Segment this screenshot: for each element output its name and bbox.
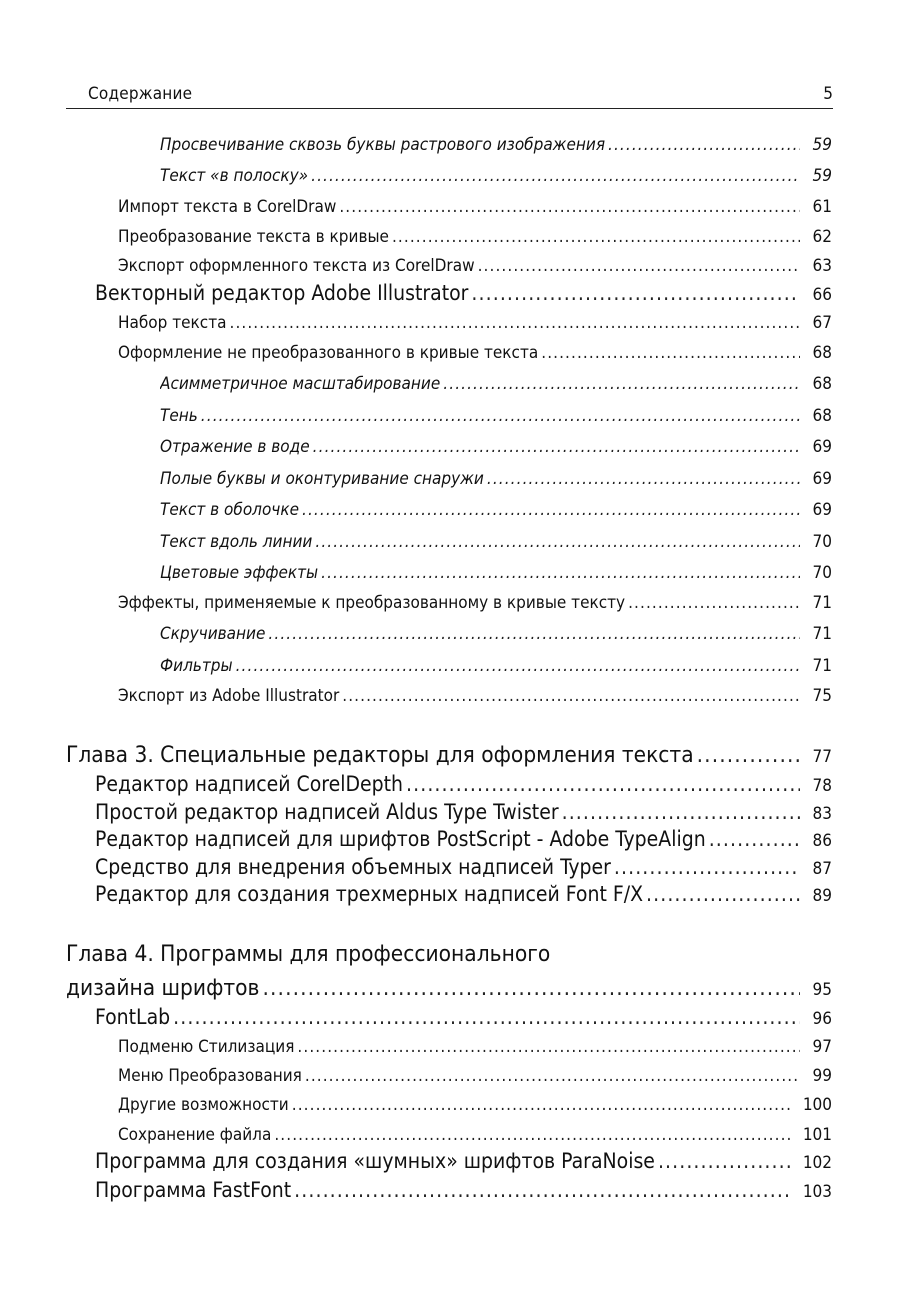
toc-entry-title: Редактор надписей CorelDepth: [95, 772, 404, 796]
toc-entry-page: 89: [812, 886, 832, 906]
dot-leader: [294, 1178, 792, 1202]
toc-entry: [118, 1066, 832, 1086]
toc-entry-title: дизайна шрифтов: [66, 975, 260, 1001]
toc-entry-page: 101: [802, 1125, 832, 1145]
toc-entry: [95, 772, 832, 796]
toc-entry-page: 87: [812, 859, 832, 879]
toc-entry-title: Эффекты, применяемые к преобразованному в кривые тексту: [118, 593, 626, 613]
toc-entry-title: Отражение в воде: [160, 437, 310, 457]
toc-entry: [118, 256, 832, 276]
toc-entry-title: Другие возможности: [118, 1095, 289, 1115]
dot-leader: [608, 135, 800, 155]
toc-entry-title: Текст «в полоску»: [160, 166, 309, 186]
toc-entry-title: Программа FastFont: [95, 1178, 292, 1202]
toc-entry-title: Экспорт из Adobe Illustrator: [118, 686, 340, 706]
toc-entry: [95, 1149, 832, 1173]
toc-entry-title: Набор текста: [118, 313, 227, 333]
toc-entry-title: Подменю Стилизация: [118, 1037, 295, 1057]
toc-entry-page: 78: [812, 776, 832, 796]
toc-entry: [95, 1178, 832, 1202]
toc-entry-title: Простой редактор надписей Aldus Type Twister: [95, 800, 559, 824]
toc-entry-title: Экспорт оформленного текста из CorelDraw: [118, 256, 475, 276]
toc-entry-title: Глава 3. Специальные редакторы для оформления текста: [66, 742, 694, 768]
dot-leader: [302, 500, 800, 520]
toc-entry: [118, 197, 832, 217]
toc-entry: [118, 313, 832, 333]
dot-leader: [315, 532, 800, 552]
dot-leader: [406, 772, 800, 796]
toc-entry: [95, 800, 832, 824]
toc-entry-title: Средство для внедрения объемных надписей Typer: [95, 855, 611, 879]
toc-entry-page: 103: [802, 1182, 832, 1202]
toc-entry-page: 71: [812, 656, 832, 676]
dot-leader: [173, 1005, 800, 1029]
toc-entry-page: 69: [812, 469, 832, 489]
dot-leader: [305, 1066, 800, 1086]
toc-entry: [118, 1125, 832, 1145]
dot-leader: [562, 800, 800, 824]
toc-entry-page: 70: [812, 532, 832, 552]
toc-entry: [160, 532, 832, 552]
dot-leader: [229, 313, 800, 333]
toc-entry-title: Полые буквы и оконтуривание снаружи: [160, 469, 484, 489]
toc-entry-page: 83: [812, 804, 832, 824]
dot-leader: [262, 975, 800, 1001]
dot-leader: [311, 166, 800, 186]
toc-entry-title: Программа для создания «шумных» шрифтов ParaNoise: [95, 1149, 655, 1173]
dot-leader: [697, 742, 800, 768]
dot-leader: [339, 197, 800, 217]
dot-leader: [487, 469, 800, 489]
toc-entry: [118, 227, 832, 247]
toc-entry: [118, 1095, 832, 1115]
toc-entry: [95, 827, 832, 851]
toc-entry-title: Сохранение файла: [118, 1125, 272, 1145]
dot-leader: [471, 281, 800, 305]
toc-entry-page: 63: [812, 256, 832, 276]
toc-entry: [118, 686, 832, 706]
toc-entry: [160, 500, 832, 520]
toc-entry-page: 75: [812, 686, 832, 706]
toc-entry-page: 71: [812, 593, 832, 613]
toc-entry-page: 69: [812, 500, 832, 520]
toc-entry: [160, 656, 832, 676]
dot-leader: [313, 437, 800, 457]
dot-leader: [646, 882, 800, 906]
toc-entry: [160, 166, 832, 186]
toc-entry-page: 68: [812, 343, 832, 363]
toc-entry: [160, 624, 832, 644]
toc-entry-page: 102: [802, 1153, 832, 1173]
toc-entry-page: 59: [812, 135, 832, 155]
toc-entry: [160, 563, 832, 583]
toc-entry: [95, 281, 832, 305]
toc-entry-title: Редактор для создания трехмерных надписей Font F/X: [95, 882, 644, 906]
toc-entry: [160, 135, 832, 155]
toc-entry-title: Скручивание: [160, 624, 266, 644]
toc-entry: [118, 1037, 832, 1057]
toc-entry-page: 99: [812, 1066, 832, 1086]
toc-entry-page: 67: [812, 313, 832, 333]
toc-chapter-title: Глава 4. Программы для профессионального: [66, 941, 551, 967]
dot-leader: [478, 256, 800, 276]
dot-leader: [274, 1125, 792, 1145]
dot-leader: [628, 593, 800, 613]
toc-entry-title: Тень: [160, 406, 198, 426]
dot-leader: [236, 656, 800, 676]
toc-entry: [118, 343, 832, 363]
toc-entry-title: Преобразование текста в кривые: [118, 227, 389, 247]
toc-entry-title: FontLab: [95, 1005, 171, 1029]
toc-entry-page: 66: [812, 285, 832, 305]
toc-entry-title: Импорт текста в CorelDraw: [118, 197, 337, 217]
header-title: Содержание: [88, 84, 193, 104]
dot-leader: [342, 686, 800, 706]
toc-chapter: [66, 742, 832, 768]
header-page-number: 5: [823, 84, 833, 104]
dot-leader: [709, 827, 800, 851]
dot-leader: [268, 624, 800, 644]
toc-entry-page: 68: [812, 406, 832, 426]
toc-entry-title: Оформление не преобразованного в кривые текста: [118, 343, 539, 363]
toc-entry-page: 77: [812, 747, 832, 767]
toc-entry: [95, 855, 832, 879]
dot-leader: [614, 855, 800, 879]
toc-entry-title: Меню Преобразования: [118, 1066, 302, 1086]
toc-entry-title: Фильтры: [160, 656, 233, 676]
dot-leader: [297, 1037, 800, 1057]
toc-entry-page: 70: [812, 563, 832, 583]
toc-entry-page: 59: [812, 166, 832, 186]
dot-leader: [658, 1149, 792, 1173]
toc-entry: [160, 469, 832, 489]
toc-entry: [160, 437, 832, 457]
toc-entry-page: 95: [812, 980, 832, 1000]
toc-entry: [95, 882, 832, 906]
toc-entry-page: 100: [802, 1095, 832, 1115]
dot-leader: [392, 227, 800, 247]
toc-entry-title: Просвечивание сквозь буквы растрового изображения: [160, 135, 606, 155]
toc-entry-page: 62: [812, 227, 832, 247]
dot-leader: [443, 374, 800, 394]
dot-leader: [201, 406, 800, 426]
toc-entry-title: Текст вдоль линии: [160, 532, 313, 552]
dot-leader: [321, 563, 800, 583]
toc-entry-title: Цветовые эффекты: [160, 563, 319, 583]
dot-leader: [541, 343, 800, 363]
toc-entry-page: 96: [812, 1009, 832, 1029]
toc-entry-title: Редактор надписей для шрифтов PostScript - Adobe TypeAlign: [95, 827, 706, 851]
toc-entry-title: Асимметричное масштабирование: [160, 374, 441, 394]
dot-leader: [292, 1095, 792, 1115]
toc-entry-page: 97: [812, 1037, 832, 1057]
toc-chapter: [66, 975, 832, 1001]
toc-entry-title: Векторный редактор Adobe Illustrator: [95, 281, 469, 305]
toc-entry-page: 86: [812, 831, 832, 851]
toc-entry-title: Текст в оболочке: [160, 500, 299, 520]
toc-entry: [95, 1005, 832, 1029]
toc-entry: [118, 593, 832, 613]
toc-entry: [160, 374, 832, 394]
toc-entry-page: 61: [812, 197, 832, 217]
toc-entry-page: 71: [812, 624, 832, 644]
toc-entry-page: 68: [812, 374, 832, 394]
toc-entry: [160, 406, 832, 426]
toc-entry-page: 69: [812, 437, 832, 457]
running-header: [66, 78, 833, 109]
